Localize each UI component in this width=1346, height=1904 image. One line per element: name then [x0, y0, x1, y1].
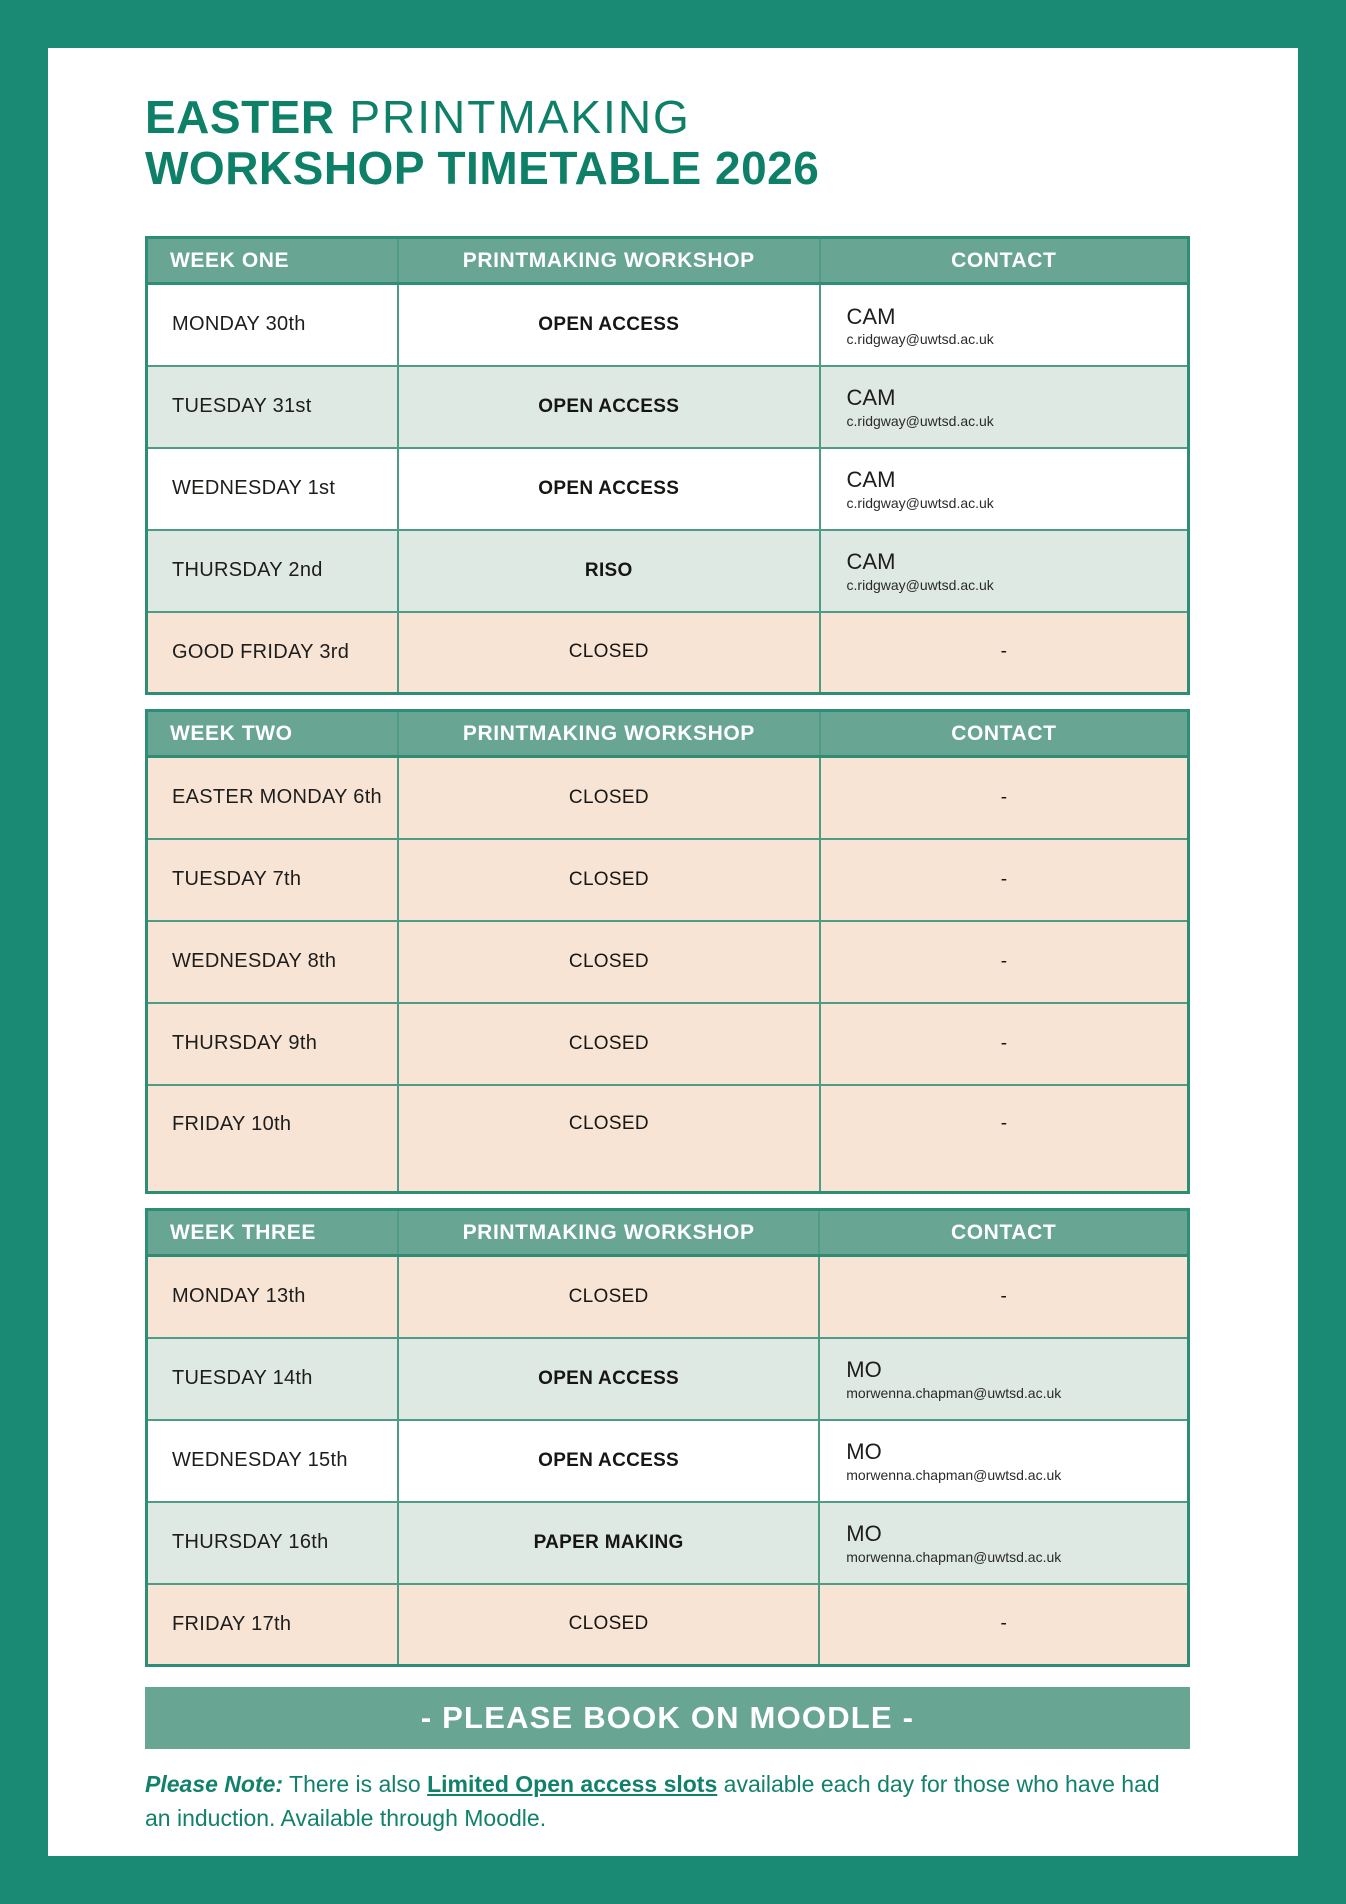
title-line-2: WORKSHOP TIMETABLE 2026	[145, 142, 820, 194]
day-cell: EASTER MONDAY 6th	[147, 757, 399, 839]
table-row	[147, 1256, 1189, 1338]
page	[48, 48, 1298, 1856]
day-cell: TUESDAY 31st	[147, 366, 398, 448]
note-underlined-phrase: Limited Open access slots	[427, 1771, 718, 1797]
please-note-text	[145, 1767, 1190, 1835]
table-row	[147, 921, 1189, 1003]
contact-cell: -	[820, 757, 1189, 839]
contact-cell	[820, 284, 1189, 366]
contact-cell	[820, 530, 1189, 612]
contact-name: MO	[846, 1357, 882, 1383]
note-body-1: There is also	[283, 1771, 428, 1797]
day-cell: THURSDAY 16th	[147, 1502, 398, 1584]
table-row	[147, 612, 1189, 694]
contact-cell: -	[820, 921, 1189, 1003]
contact-name: CAM	[846, 467, 896, 493]
contact-name: CAM	[846, 385, 896, 411]
table-row	[147, 1420, 1189, 1502]
workshop-cell: OPEN ACCESS	[398, 1338, 819, 1420]
title-word-easter: EASTER	[145, 91, 335, 143]
workshop-cell: PAPER MAKING	[398, 1502, 819, 1584]
day-cell: MONDAY 30th	[147, 284, 398, 366]
contact-email: c.ridgway@uwtsd.ac.uk	[846, 331, 994, 347]
contact-email: morwenna.chapman@uwtsd.ac.uk	[846, 1384, 1062, 1401]
workshop-cell: OPEN ACCESS	[398, 366, 820, 448]
workshop-cell: CLOSED	[398, 1584, 819, 1666]
table-row	[147, 757, 1189, 839]
contact-cell	[820, 448, 1189, 530]
workshop-cell: CLOSED	[398, 1085, 820, 1193]
contact-cell	[820, 366, 1189, 448]
contact-cell: -	[820, 1003, 1189, 1085]
day-cell: WEDNESDAY 1st	[147, 448, 398, 530]
contact-email: morwenna.chapman@uwtsd.ac.uk	[846, 1466, 1062, 1483]
table-week-three	[145, 1208, 1190, 1667]
table-row	[147, 284, 1189, 366]
table-header-row	[147, 711, 1189, 757]
day-cell: WEDNESDAY 15th	[147, 1420, 398, 1502]
table-row	[147, 1584, 1189, 1666]
day-cell: MONDAY 13th	[147, 1256, 398, 1338]
contact-cell: -	[819, 1584, 1188, 1666]
day-cell: TUESDAY 7th	[147, 839, 399, 921]
workshop-column-header: PRINTMAKING WORKSHOP	[398, 238, 820, 284]
contact-column-header: CONTACT	[819, 1210, 1188, 1256]
title-word-printmaking: PRINTMAKING	[334, 91, 691, 143]
day-cell: THURSDAY 9th	[147, 1003, 399, 1085]
week-two-header: WEEK TWO	[147, 711, 399, 757]
contact-name: MO	[846, 1439, 882, 1465]
week-one-header: WEEK ONE	[147, 238, 398, 284]
contact-cell: -	[820, 612, 1189, 694]
contact-email: c.ridgway@uwtsd.ac.uk	[846, 576, 994, 593]
workshop-cell: OPEN ACCESS	[398, 1420, 819, 1502]
day-cell: TUESDAY 14th	[147, 1338, 398, 1420]
note-body-2: available each day for those who have had an induction. Available through Moodle.	[145, 1771, 1160, 1831]
table-header-row	[147, 238, 1189, 284]
contact-column-header: CONTACT	[820, 238, 1189, 284]
day-cell: GOOD FRIDAY 3rd	[147, 612, 398, 694]
contact-email: c.ridgway@uwtsd.ac.uk	[846, 412, 994, 429]
contact-name: CAM	[846, 303, 896, 329]
contact-cell: -	[819, 1256, 1188, 1338]
workshop-column-header: PRINTMAKING WORKSHOP	[398, 711, 820, 757]
workshop-cell: CLOSED	[398, 1003, 820, 1085]
table-header-row	[147, 1210, 1189, 1256]
table-week-one	[145, 236, 1190, 695]
workshop-cell: CLOSED	[398, 612, 820, 694]
week-three-header: WEEK THREE	[147, 1210, 398, 1256]
note-prefix: Please Note:	[145, 1771, 284, 1797]
table-row	[147, 1085, 1189, 1193]
workshop-cell: RISO	[398, 530, 820, 612]
contact-cell	[819, 1420, 1188, 1502]
contact-cell: -	[820, 1085, 1189, 1193]
table-row	[147, 1338, 1189, 1420]
table-row	[147, 1003, 1189, 1085]
workshop-cell: CLOSED	[398, 757, 820, 839]
table-row	[147, 530, 1189, 612]
contact-email: c.ridgway@uwtsd.ac.uk	[846, 494, 994, 511]
contact-name: MO	[846, 1521, 882, 1547]
workshop-cell: CLOSED	[398, 839, 820, 921]
table-row	[147, 448, 1189, 530]
workshop-cell: OPEN ACCESS	[398, 284, 820, 366]
contact-name: CAM	[846, 549, 896, 575]
table-row	[147, 366, 1189, 448]
workshop-cell: CLOSED	[398, 921, 820, 1003]
contact-cell: -	[820, 839, 1189, 921]
table-row	[147, 839, 1189, 921]
day-cell: WEDNESDAY 8th	[147, 921, 399, 1003]
contact-column-header: CONTACT	[820, 711, 1189, 757]
workshop-column-header: PRINTMAKING WORKSHOP	[398, 1210, 819, 1256]
table-row	[147, 1502, 1189, 1584]
workshop-cell: CLOSED	[398, 1256, 819, 1338]
page-title	[145, 92, 1190, 194]
day-cell: FRIDAY 10th	[147, 1085, 399, 1193]
workshop-cell: OPEN ACCESS	[398, 448, 820, 530]
contact-cell	[819, 1502, 1188, 1584]
contact-email: morwenna.chapman@uwtsd.ac.uk	[846, 1548, 1062, 1565]
title-line-1	[145, 92, 1190, 143]
day-cell: FRIDAY 17th	[147, 1584, 398, 1666]
day-cell: THURSDAY 2nd	[147, 530, 398, 612]
table-week-two	[145, 709, 1190, 1194]
contact-cell	[819, 1338, 1188, 1420]
book-on-moodle-banner: - PLEASE BOOK ON MOODLE -	[145, 1687, 1190, 1749]
